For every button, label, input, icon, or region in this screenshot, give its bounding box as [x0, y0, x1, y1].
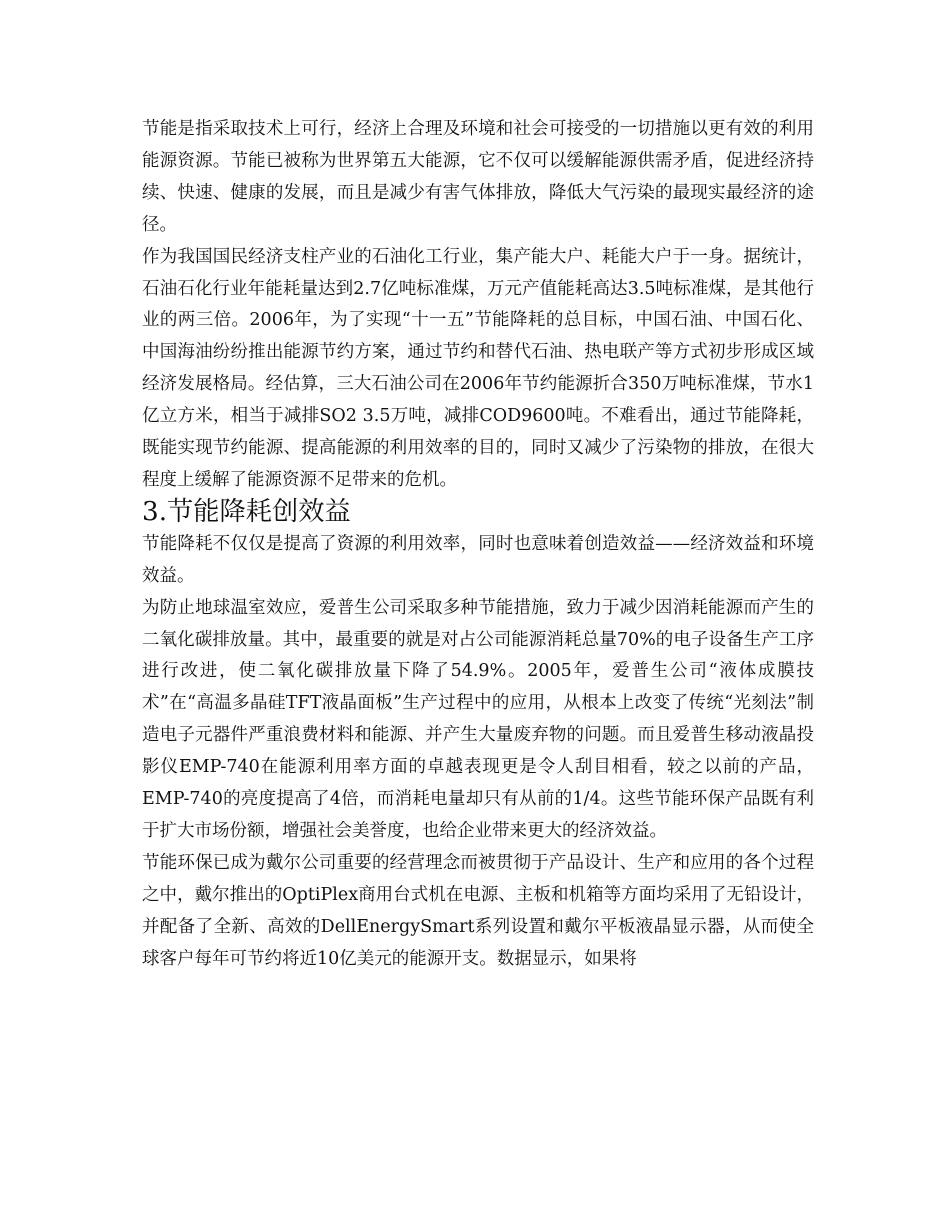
document-body [142, 114, 814, 975]
paragraph-dell-case: 节能环保已成为戴尔公司重要的经营理念而被贯彻于产品设计、生产和应用的各个过程之中，戴尔推出的OptiPlex商用台式机在电源、主板和机箱等方面均采用了无铅设计，并配备了全新、高效的DellEnergySmart系列设置和戴尔平板液晶显示器，从而使全球客户每年可节约将近10亿美元的能源开支。数据显示，如果将 [142, 852, 814, 969]
paragraph-energy-saving-definition: 节能是指采取技术上可行，经济上合理及环境和社会可接受的一切措施以更有效的利用能源资源。节能已被称为世界第五大能源，它不仅可以缓解能源供需矛盾，促进经济持续、快速、健康的发展，而且是减少有害气体排放，降低大气污染的最现实最经济的途径。 [142, 119, 814, 235]
section-heading: 3.节能降耗创效益 [142, 496, 351, 527]
paragraph-epson-case: 为防止地球温室效应，爱普生公司采取多种节能措施，致力于减少因消耗能源而产生的二氧化碳排放量。其中，最重要的就是对占公司能源消耗总量70%的电子设备生产工序进行改进，使二氧化碳排放量下降了54.9%。2005年，爱普生公司“液体成膜技术”在“高温多晶硅TFT液晶面板”生产过程中的应用，从根本上改变了传统“光刻法”制造电子元器件严重浪费材料和能源、并产生大量废弃物的问题。而且爱普生移动液晶投影仪EMP-740在能源利用率方面的卓越表现更是令人刮目相看，较之以前的产品，EMP-740的亮度提高了4倍，而消耗电量却只有从前的1/4。这些节能环保产品既有利于扩大市场份额，增强社会美誉度，也给企业带来更大的经济效益。 [142, 597, 814, 841]
paragraph-benefits-intro: 节能降耗不仅仅是提高了资源的利用效率，同时也意味着创造效益——经济效益和环境效益。 [142, 533, 814, 586]
paragraph-petrochemical-industry: 作为我国国民经济支柱产业的石油化工行业，集产能大户、耗能大户于一身。据统计，石油石化行业年能耗量达到2.7亿吨标准煤，万元产值能耗高达3.5吨标准煤，是其他行业的两三倍。2006年，为了实现“十一五”节能降耗的总目标，中国石油、中国石化、中国海油纷纷推出能源节约方案，通过节约和替代石油、热电联产等方式初步形成区域经济发展格局。经估算，三大石油公司在2006年节约能源折合350万吨标准煤，节水1亿立方米，相当于减排SO2 3.5万吨，减排COD9600吨。不难看出，通过节能降耗，既能实现节约能源、提高能源的利用效率的目的，同时又减少了污染物的排放，在很大程度上缓解了能源资源不足带来的危机。 [142, 246, 814, 490]
